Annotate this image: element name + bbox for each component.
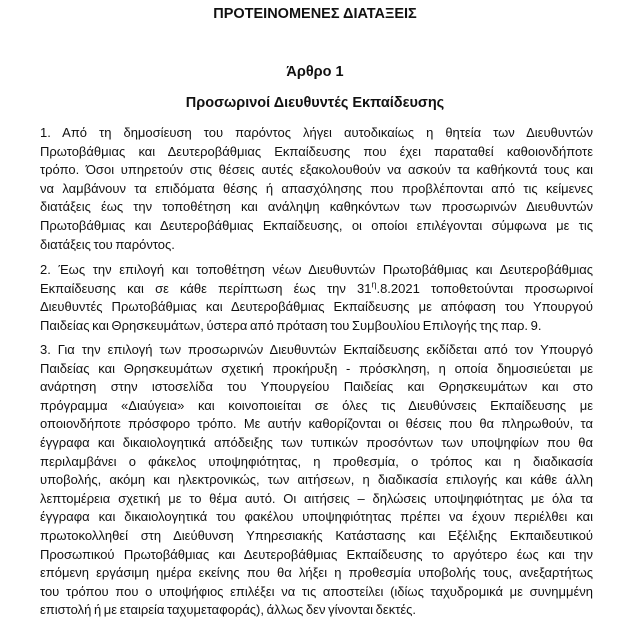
paragraph-2-line: 2. Έως την επιλογή και τοποθέτηση νέων Διευθυντών Πρωτοβάθμιας και Δευτεροβάθμιας — [40, 262, 593, 277]
paragraph-1-line: τρόπο. Όσοι υπηρετούν στις θέσεις αυτές εξακολουθούν να ασκούν τα καθήκοντά τους και — [40, 162, 593, 178]
paragraph-2 — [40, 261, 593, 335]
paragraph-2-text-after-date: .8.2021 τοποθετούνται προσωρινοί — [376, 280, 594, 296]
paragraph-1-line: 1. Από τη δημοσίευση του παρόντος λήγει αυτοδικαίως η θητεία των Διευθυντών — [40, 125, 593, 140]
paragraph-3-line: οποιονδήποτε πρόσφορο τρόπο. Με αυτήν καθορίζονται οι θέσεις που θα πληρωθούν, τα — [40, 416, 593, 432]
paragraph-3-line: 3. Για την επιλογή των προσωρινών Διευθυντών Εκπαίδευσης εκδίδεται από τον Υπουργό — [40, 342, 593, 357]
paragraph-3 — [40, 341, 593, 620]
paragraph-3-line: επιστολή ή με εταιρεία ταχυμεταφοράς), άλλως δεν γίνονται δεκτές. — [40, 602, 417, 618]
paragraph-1-line: Πρωτοβάθμιας και Δευτεροβάθμιας Εκπαίδευσης που έχει παραταθεί καθοιονδήποτε — [40, 143, 593, 159]
ordinal-superscript: η — [371, 279, 377, 290]
paragraph-3-line: λεπτομέρεια σχετική με το θέμα αυτό. Οι αιτήσεις – δηλώσεις υποψηφιότητας με όλα τα — [40, 490, 593, 506]
document-title: ΠΡΟΤΕΙΝΟΜΕΝΕΣ ΔΙΑΤΑΞΕΙΣ — [213, 6, 417, 22]
paragraph-2-text-before-date: Εκπαίδευσης και σε κάθε περίπτωση έως την 31 — [40, 280, 372, 296]
paragraph-3-line: ανάρτηση στην ιστοσελίδα του Υπουργείου Παιδείας και Θρησκευμάτων και στο — [40, 379, 593, 395]
paragraph-1-line: Πρωτοβάθμιας και Δευτεροβάθμιας Εκπαίδευσης, οι οποίοι επιλέγονται σύμφωνα με τις — [40, 217, 593, 233]
paragraph-3-line: Προσωπικού Πρωτοβάθμιας και Δευτεροβάθμιας Εκπαίδευσης το αργότερο έως και την — [40, 546, 593, 562]
paragraph-3-line: έγγραφα και δικαιολογητικά του φακέλου υποψηφιότητας πρέπει να έχουν περιέλθει και — [40, 509, 593, 525]
article-title: Προσωρινοί Διευθυντές Εκπαίδευσης — [185, 95, 445, 111]
article-number: Άρθρο 1 — [286, 64, 344, 80]
paragraph-2-line: Παιδείας και Θρησκευμάτων, ύστερα από πρόταση του Συμβουλίου Επιλογής της παρ. 9. — [40, 317, 542, 333]
paragraph-3-line: Παιδείας και Θρησκευμάτων σχετική προκήρυξη - πρόσκληση, η οποία δημοσιεύεται με — [40, 360, 593, 376]
paragraph-3-line: υποβολής, ακόμη και ηλεκτρονικώς, των αιτήσεων, η διαδικασία επιλογής και κάθε άλλη — [40, 472, 593, 488]
paragraph-3-line: πρωτοκολληθεί στη Διεύθυνση Υπηρεσιακής Κατάστασης και Εξέλιξης Εκπαιδευτικού — [40, 527, 593, 543]
paragraph-3-line: του τρόπου που ο υποψήφιος επιλέξει να τις αποστείλει (ιδίως ταχυδρομικά με συνημμένη — [40, 583, 593, 599]
paragraph-1 — [40, 124, 593, 254]
paragraph-1-line: διατάξεις έως την τοποθέτηση και ανάληψη καθηκόντων των προσωρινών Διευθυντών — [40, 199, 593, 215]
paragraph-3-line: επόμενη εργάσιμη ημέρα εκείνης που θα λήξει η προθεσμία υποβολής τους, ανεξαρτήτως — [40, 565, 593, 581]
paragraph-2-line-with-date — [40, 280, 593, 299]
paragraph-3-line: περιλαμβάνει ο φάκελος υποψηφιότητας, η προθεσμία, ο τρόπος και η διαδικασία — [40, 453, 593, 469]
paragraph-2-line: Διευθυντές Πρωτοβάθμιας και Δευτεροβάθμιας Εκπαίδευσης με απόφαση του Υπουργού — [40, 299, 593, 315]
paragraph-3-line: πρόγραμμα «Διαύγεια» και κοινοποιείται σε όλες τις Διευθύνσεις Εκπαίδευσης με — [40, 397, 593, 413]
paragraph-1-line: διατάξεις του παρόντος. — [40, 236, 175, 252]
paragraph-3-line: έγγραφα και δικαιολογητικά απόδειξης των τυπικών προσόντων των υποψηφίων που θα — [40, 434, 593, 450]
paragraph-1-line: να λαμβάνουν τα επιδόματα θέσης ή απασχόλησης που προβλέπονται από τις κείμενες — [40, 180, 593, 196]
